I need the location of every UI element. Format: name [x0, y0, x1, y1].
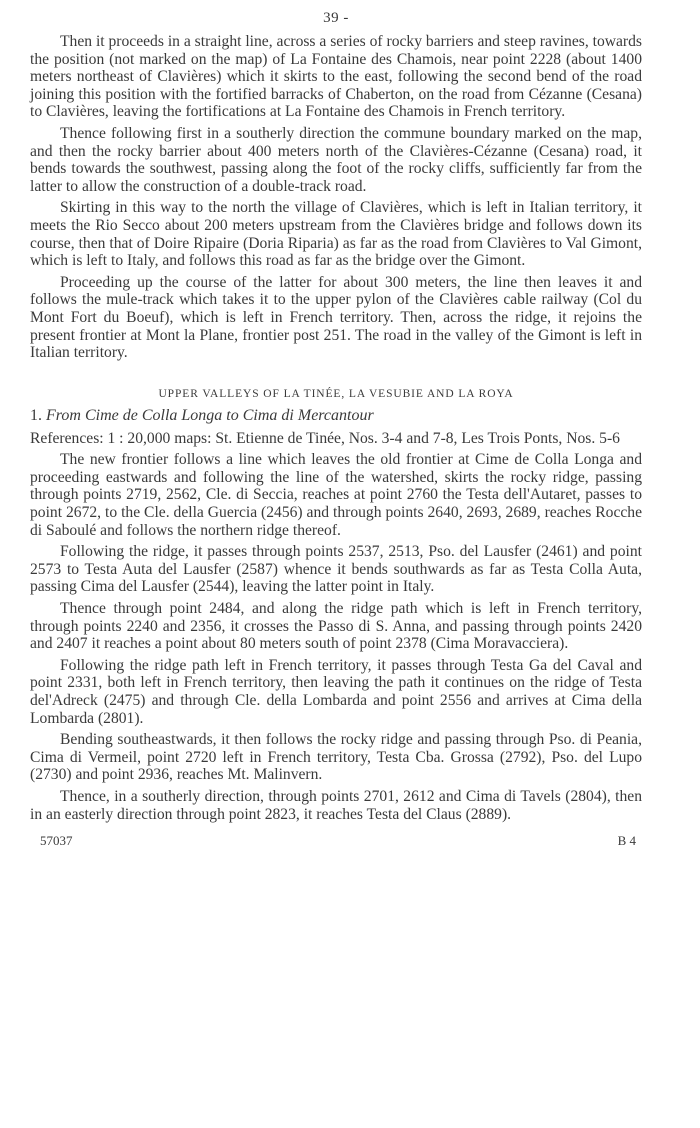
- footer-signature-mark: B 4: [617, 833, 636, 849]
- paragraph-southeastwards: Bending southeastwards, it then follows the rocky ridge and passing through Pso. di Peania, Cima di Vermeil, point 2720 left in French territory, Testa Cba. Grossa (2792), Pso. del Lupo (2730) and point 2936, reaches Mt. Malinvern.: [30, 731, 642, 784]
- paragraph-la-fontaine-des-chamois: Then it proceeds in a straight line, across a series of rocky barriers and steep ravines, towards the position (not marked on the map) of La Fontaine des Chamois, near point 2228 (about 1400 meters northeast of Clavières) which it skirts to the east, following the second bend of the road joining this position with the fortified barracks of Chaberton, on the road from Cézanne (Cesana) to Clavières, leaving the fortifications at La Fontaine des Chamois in French territory.: [30, 33, 642, 121]
- subheading: [30, 407, 642, 425]
- references: References: 1 : 20,000 maps: St. Etienne de Tinée, Nos. 3-4 and 7-8, Les Trois Ponts, Nos. 5-6: [30, 429, 620, 447]
- paragraph-new-frontier: The new frontier follows a line which leaves the old frontier at Cime de Colla Longa and proceeding eastwards and following the line of the watershed, skirts the rocky ridge, passing through points 2719, 2562, Cle. di Seccia, reaches at point 2760 the Testa dell'Autaret, passes to point 2672, to the Cle. della Guercia (2456) and through points 2640, 2693, 2689, reaches Rocche di Saboulé and follows the northern ridge thereof.: [30, 451, 642, 539]
- section-heading: UPPER VALLEYS OF LA TINÉE, LA VESUBIE AND LA ROYA: [158, 387, 514, 400]
- footer-code: 57037: [40, 833, 73, 849]
- subheading-number: 1.: [30, 406, 42, 424]
- paragraph-gimont-course: Proceeding up the course of the latter for about 300 meters, the line then leaves it and follows the mule-track which takes it to the upper pylon of the Clavières cable railway (Col du Mont Fort du Boeuf), which is left in French territory. Then, across the ridge, it rejoins the present frontier at Mont la Plane, frontier post 251. The road in the valley of the Gimont is left in Italian territory.: [30, 273, 642, 362]
- paragraph-commune-boundary: Thence following first in a southerly direction the commune boundary marked on the map, and then the rocky barrier about 400 meters north of the Clavières-Cézanne (Cesana) road, it bends towards the southwest, passing along the foot of the rocky cliffs, sufficiently far from the latter to allow the construction of a double-track road.: [30, 124, 642, 195]
- paragraph-clavieres-village: Skirting in this way to the north the village of Clavières, which is left in Italian territory, it meets the Rio Secco about 200 meters upstream from the Clavières bridge and follows down its course, then that of Doire Ripaire (Doria Riparia) as far as the road from Clavières to Val Gimont, which is left to Italy, and follows this road as far as the bridge over the Gimont.: [30, 199, 642, 270]
- page-footer: [30, 833, 642, 849]
- paragraph-point-2484: Thence through point 2484, and along the ridge path which is left in French territory, through points 2240 and 2356, it crosses the Passo di S. Anna, and passing through points 2420 and 2407 it reaches a point about 80 meters south of point 2378 (Cima Moravacciera).: [30, 600, 642, 653]
- page-number: 39 -: [323, 10, 349, 26]
- paragraph-following-ridge: Following the ridge, it passes through points 2537, 2513, Pso. del Lausfer (2461) and point 2573 to Testa Auta del Lausfer (2587) whence it bends southwards as far as Testa Colla Auta, passing Cima del Lausfer (2544), leaving the latter point in Italy.: [30, 543, 642, 596]
- document-page: [30, 10, 642, 849]
- paragraph-ridge-path: Following the ridge path left in French territory, it passes through Testa Ga del Caval and point 2331, both left in French territory, then leaving the path it continues on the ridge of Testa del'Adreck (2475) and through Cle. della Lombarda and point 2556 and arrives at Cima della Lombarda (2801).: [30, 656, 642, 727]
- paragraph-southerly-direction: Thence, in a southerly direction, through points 2701, 2612 and Cima di Tavels (2804), then in an easterly direction through point 2823, it reaches Testa del Claus (2889).: [30, 787, 642, 823]
- subheading-text: From Cime de Colla Longa to Cima di Mercantour: [46, 406, 374, 424]
